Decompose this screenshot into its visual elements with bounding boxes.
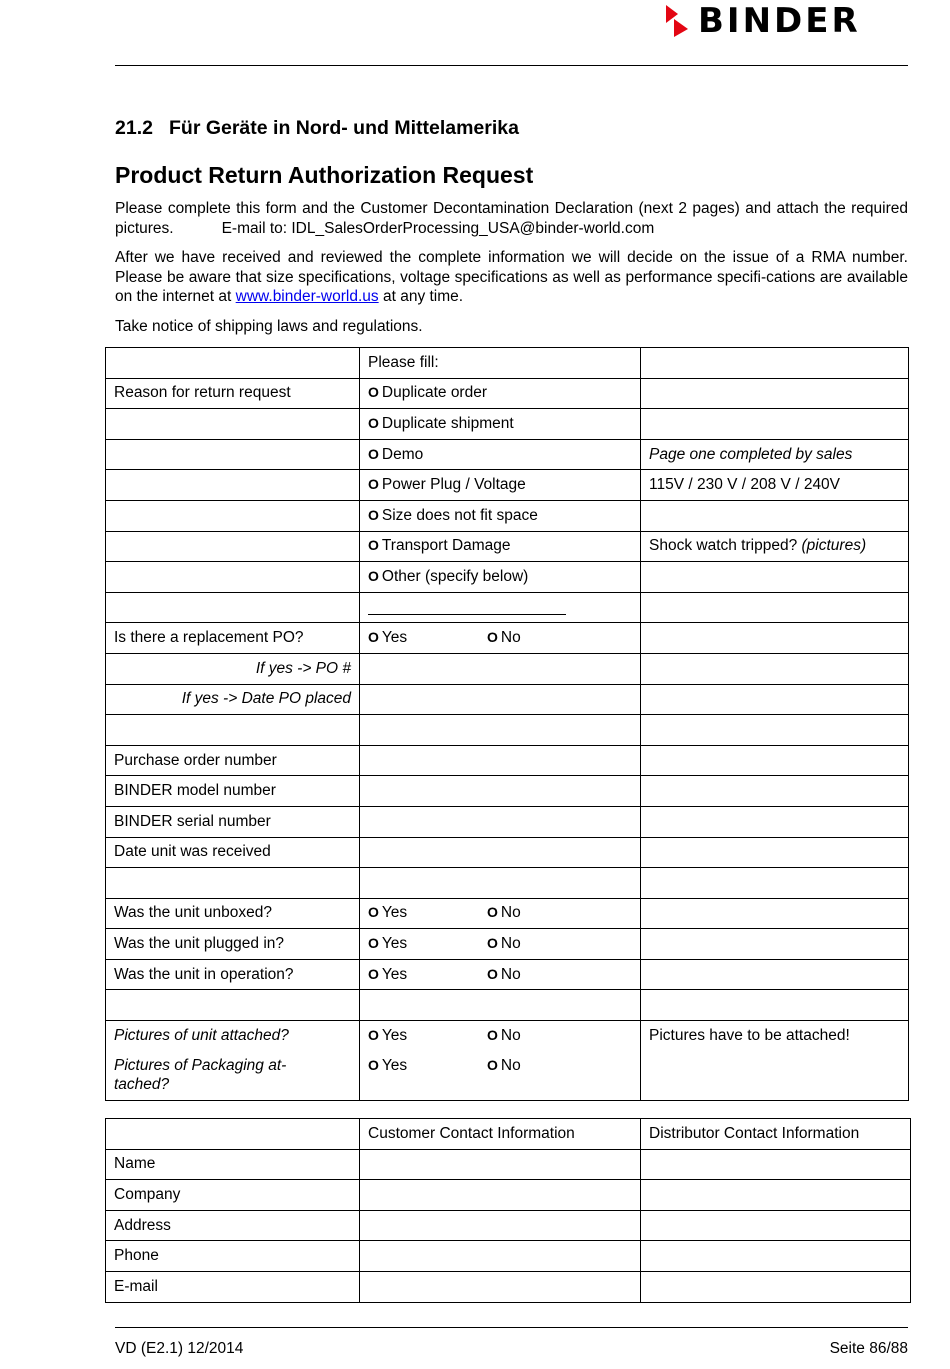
binder-arrow-logo-icon	[666, 5, 692, 37]
customer-phone-field[interactable]	[360, 1241, 641, 1272]
table-row	[106, 531, 909, 562]
yes-label: Yes	[381, 935, 408, 953]
no-label: No	[500, 965, 521, 983]
table-row	[106, 1149, 911, 1180]
pictures-unit-label: Pictures of unit attached?	[114, 1027, 289, 1045]
form-cell	[641, 806, 909, 837]
return-request-form	[105, 347, 909, 1101]
option-label: Size does not fit space	[381, 506, 538, 524]
radio-circle-icon[interactable]: O	[368, 445, 379, 462]
yes-label: Yes	[381, 965, 408, 983]
po-date-field[interactable]	[360, 684, 641, 715]
form-cell	[360, 990, 641, 1021]
no-option[interactable]	[487, 904, 521, 922]
replacement-po-label: Is there a replacement PO?	[106, 623, 360, 654]
form-cell	[641, 592, 909, 623]
page-number: Seite 86/88	[829, 1340, 908, 1357]
form-cell	[641, 409, 909, 440]
form-cell	[641, 898, 909, 929]
contact-row-label: Address	[106, 1210, 360, 1241]
form-cell	[641, 959, 909, 990]
option-label: Duplicate shipment	[381, 414, 514, 432]
radio-circle-icon[interactable]: O	[368, 1056, 379, 1073]
radio-circle-icon[interactable]: O	[368, 476, 379, 493]
table-row	[106, 1119, 911, 1150]
plugged-label: Was the unit plugged in?	[106, 929, 360, 960]
distributor-contact-header: Distributor Contact Information	[641, 1119, 911, 1150]
yes-option[interactable]	[368, 966, 487, 984]
no-label: No	[500, 1027, 521, 1045]
radio-circle-icon[interactable]: O	[487, 629, 498, 646]
table-row	[106, 959, 909, 990]
section-title: Für Geräte in Nord- und Mittelamerika	[169, 117, 519, 139]
table-row	[106, 1271, 911, 1302]
yes-label: Yes	[381, 904, 408, 922]
option-label: Other (specify below)	[381, 567, 529, 585]
table-row	[106, 745, 909, 776]
table-row	[106, 1241, 911, 1272]
yes-option[interactable]	[368, 629, 487, 647]
option-label: Demo	[381, 445, 424, 463]
po-number-field[interactable]	[360, 653, 641, 684]
table-row	[106, 378, 909, 409]
no-label: No	[500, 904, 521, 922]
form-cell	[641, 653, 909, 684]
pictures-note	[641, 1021, 909, 1101]
table-row	[106, 1210, 911, 1241]
distributor-email-field[interactable]	[641, 1271, 911, 1302]
no-label: No	[500, 935, 521, 953]
table-row	[106, 653, 909, 684]
radio-circle-icon[interactable]: O	[368, 506, 379, 523]
radio-circle-icon[interactable]: O	[487, 1027, 498, 1044]
po-number-label: If yes -> PO #	[106, 653, 360, 684]
option-label: Duplicate order	[381, 384, 487, 402]
intro-text-1: Please complete this form and the Customer Decontamination Declaration (next 2 pages) and attach the required pictures.	[115, 200, 908, 237]
option-duplicate-shipment[interactable]	[360, 409, 641, 440]
form-cell	[106, 409, 360, 440]
option-label: Transport Damage	[381, 537, 511, 555]
header-rule	[115, 65, 908, 66]
operation-options	[360, 959, 641, 990]
no-option[interactable]	[487, 1026, 521, 1046]
form-cell	[641, 868, 909, 899]
form-cell	[641, 562, 909, 593]
radio-circle-icon[interactable]: O	[368, 629, 379, 646]
table-row	[106, 562, 909, 593]
serial-number-field[interactable]	[360, 806, 641, 837]
unboxed-label: Was the unit unboxed?	[106, 898, 360, 929]
table-row	[106, 1180, 911, 1211]
footer-rule	[115, 1327, 908, 1328]
pictures-packaging-label-2: tached?	[114, 1076, 170, 1094]
form-cell	[106, 868, 360, 899]
option-label: Power Plug / Voltage	[381, 476, 526, 494]
blank-line[interactable]	[368, 600, 566, 615]
customer-contact-header: Customer Contact Information	[360, 1119, 641, 1150]
contact-information-table	[105, 1118, 911, 1303]
yes-label: Yes	[381, 629, 408, 647]
yes-option[interactable]	[368, 1056, 487, 1076]
form-cell	[641, 745, 909, 776]
form-cell	[106, 439, 360, 470]
form-cell	[641, 378, 909, 409]
yes-label: Yes	[381, 1056, 408, 1074]
table-row	[106, 806, 909, 837]
yes-option[interactable]	[368, 935, 487, 953]
table-row	[106, 592, 909, 623]
table-row	[106, 776, 909, 807]
table-row	[106, 837, 909, 868]
no-option[interactable]	[487, 966, 521, 984]
yes-option[interactable]	[368, 904, 487, 922]
contact-row-label: Company	[106, 1180, 360, 1211]
table-row	[106, 868, 909, 899]
unboxed-options	[360, 898, 641, 929]
table-row	[106, 623, 909, 654]
form-cell	[360, 715, 641, 746]
form-cell	[641, 837, 909, 868]
operation-label: Was the unit in operation?	[106, 959, 360, 990]
radio-circle-icon[interactable]: O	[368, 904, 379, 921]
form-cell	[641, 929, 909, 960]
website-link[interactable]: www.binder-world.us	[235, 288, 379, 305]
radio-circle-icon[interactable]: O	[368, 384, 379, 401]
pictures-options	[360, 1021, 641, 1101]
brand-name: BINDER	[698, 1, 861, 41]
radio-circle-icon[interactable]: O	[368, 537, 379, 554]
intro-paragraph-2	[115, 248, 908, 307]
date-received-label: Date unit was received	[106, 837, 360, 868]
please-fill-label: Please fill:	[360, 348, 641, 379]
shock-pictures-label: (pictures)	[801, 537, 867, 555]
email-instruction: E-mail to: IDL_SalesOrderProcessing_USA@binder-world.com	[221, 219, 655, 237]
replacement-po-options	[360, 623, 641, 654]
customer-address-field[interactable]	[360, 1210, 641, 1241]
date-received-field[interactable]	[360, 837, 641, 868]
distributor-phone-field[interactable]	[641, 1241, 911, 1272]
table-row	[106, 348, 909, 379]
contact-row-label: E-mail	[106, 1271, 360, 1302]
distributor-address-field[interactable]	[641, 1210, 911, 1241]
option-transport[interactable]	[360, 531, 641, 562]
shock-watch-note	[641, 531, 909, 562]
form-cell	[106, 592, 360, 623]
no-label: No	[500, 1056, 521, 1074]
form-cell	[641, 348, 909, 379]
no-option[interactable]	[487, 935, 521, 953]
voltage-note: 115V / 230 V / 208 V / 240V	[641, 470, 909, 501]
form-cell	[360, 868, 641, 899]
form-cell	[641, 776, 909, 807]
binder-logo	[664, 1, 914, 41]
customer-company-field[interactable]	[360, 1180, 641, 1211]
pictures-note-text: Pictures have to be attached!	[649, 1027, 850, 1045]
pictures-labels	[106, 1021, 360, 1101]
radio-circle-icon[interactable]: O	[368, 414, 379, 431]
model-number-field[interactable]	[360, 776, 641, 807]
purchase-order-field[interactable]	[360, 745, 641, 776]
radio-circle-icon[interactable]: O	[368, 567, 379, 584]
radio-circle-icon[interactable]: O	[487, 965, 498, 982]
form-cell	[106, 348, 360, 379]
model-number-label: BINDER model number	[106, 776, 360, 807]
table-row	[106, 990, 909, 1021]
distributor-company-field[interactable]	[641, 1180, 911, 1211]
no-label: No	[500, 629, 521, 647]
customer-email-field[interactable]	[360, 1271, 641, 1302]
option-duplicate-order[interactable]	[360, 378, 641, 409]
table-row	[106, 684, 909, 715]
contact-row-label: Name	[106, 1149, 360, 1180]
radio-circle-icon[interactable]: O	[368, 1027, 379, 1044]
table-row	[106, 439, 909, 470]
option-power-plug[interactable]	[360, 470, 641, 501]
plugged-options	[360, 929, 641, 960]
pictures-packaging-label-1: Pictures of Packaging at-	[114, 1056, 287, 1074]
section-heading	[115, 116, 519, 140]
form-cell	[106, 500, 360, 531]
option-other[interactable]	[360, 562, 641, 593]
document-version: VD (E2.1) 12/2014	[115, 1340, 244, 1357]
radio-circle-icon[interactable]: O	[368, 935, 379, 952]
radio-circle-icon[interactable]: O	[487, 1056, 498, 1073]
radio-circle-icon[interactable]: O	[368, 965, 379, 982]
form-cell	[641, 623, 909, 654]
other-specify-field[interactable]	[360, 592, 641, 623]
radio-circle-icon[interactable]: O	[487, 935, 498, 952]
no-option[interactable]	[487, 1056, 521, 1076]
yes-option[interactable]	[368, 1026, 487, 1046]
customer-name-field[interactable]	[360, 1149, 641, 1180]
option-size[interactable]	[360, 500, 641, 531]
document-title: Product Return Authorization Request	[115, 162, 534, 188]
table-row	[106, 1021, 909, 1101]
contact-row-label: Phone	[106, 1241, 360, 1272]
intro-paragraph-1	[115, 199, 908, 238]
option-demo[interactable]	[360, 439, 641, 470]
form-cell	[641, 500, 909, 531]
purchase-order-label: Purchase order number	[106, 745, 360, 776]
yes-label: Yes	[381, 1027, 408, 1045]
demo-note: Page one completed by sales	[641, 439, 909, 470]
form-cell	[641, 684, 909, 715]
shock-label: Shock watch tripped?	[649, 537, 798, 555]
intro-text-2-suffix: at any time.	[382, 288, 464, 305]
table-row	[106, 409, 909, 440]
table-row	[106, 929, 909, 960]
no-option[interactable]	[487, 629, 521, 647]
reason-label: Reason for return request	[106, 378, 360, 409]
form-cell	[106, 562, 360, 593]
distributor-name-field[interactable]	[641, 1149, 911, 1180]
table-row	[106, 898, 909, 929]
po-date-label: If yes -> Date PO placed	[106, 684, 360, 715]
table-row	[106, 715, 909, 746]
serial-number-label: BINDER serial number	[106, 806, 360, 837]
form-cell	[641, 990, 909, 1021]
intro-paragraph-3: Take notice of shipping laws and regulations.	[115, 318, 423, 335]
radio-circle-icon[interactable]: O	[487, 904, 498, 921]
form-cell	[106, 531, 360, 562]
form-cell	[641, 715, 909, 746]
intro-text-2: After we have received and reviewed the complete information we will decide on the issue of a RMA number. Please be aware that size specifications, voltage specifications as well as performance specifi-cations are available on the internet at	[115, 249, 908, 305]
table-row	[106, 470, 909, 501]
table-row	[106, 500, 909, 531]
form-cell	[106, 1119, 360, 1150]
section-number: 21.2	[115, 117, 153, 139]
form-cell	[106, 715, 360, 746]
form-cell	[106, 470, 360, 501]
form-cell	[106, 990, 360, 1021]
